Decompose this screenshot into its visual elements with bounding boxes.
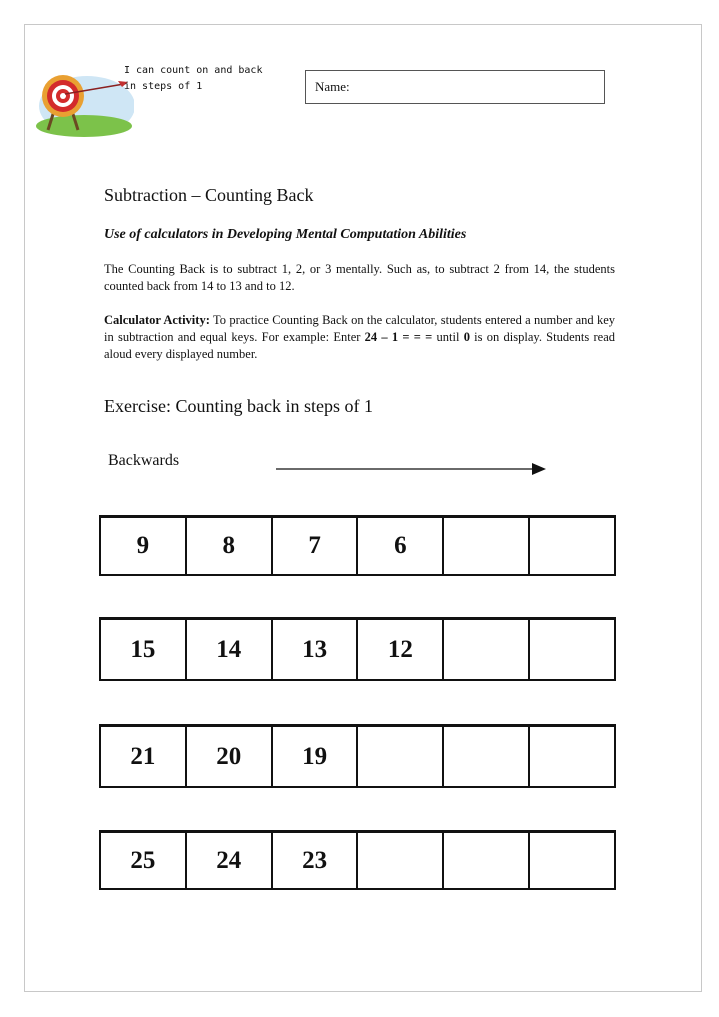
activity-paragraph bbox=[104, 312, 615, 363]
number-cell: 23 bbox=[272, 832, 358, 890]
number-cell: 12 bbox=[357, 619, 443, 681]
number-cell: 20 bbox=[186, 726, 272, 788]
counting-row-3 bbox=[99, 724, 616, 788]
activity-keys: 24 – 1 = = = bbox=[364, 330, 433, 344]
activity-text-1: To practice Counting Back on the calculator, students entered a number and key in subtraction and equal keys. For example: Enter bbox=[104, 313, 616, 344]
activity-text-2: until bbox=[432, 330, 464, 344]
page-subtitle: Use of calculators in Developing Mental Computation Abilities bbox=[104, 227, 467, 242]
activity-end-value: 0 bbox=[463, 330, 470, 344]
counting-row-1 bbox=[99, 515, 616, 576]
answer-cell[interactable] bbox=[443, 726, 529, 788]
answer-cell[interactable] bbox=[529, 726, 615, 788]
activity-label: Calculator Activity: bbox=[104, 313, 210, 327]
learning-objective: I can count on and back in steps of 1 bbox=[124, 65, 263, 92]
answer-cell[interactable] bbox=[357, 832, 443, 890]
direction-arrow-icon bbox=[276, 461, 548, 477]
number-cell: 19 bbox=[272, 726, 358, 788]
number-cell: 15 bbox=[100, 619, 186, 681]
answer-cell[interactable] bbox=[529, 619, 615, 681]
number-cell: 9 bbox=[100, 517, 186, 576]
answer-cell[interactable] bbox=[357, 726, 443, 788]
answer-cell[interactable] bbox=[529, 832, 615, 890]
number-cell: 7 bbox=[272, 517, 358, 576]
activity-text-3: is on display. Students read aloud every displayed number. bbox=[104, 330, 616, 361]
name-field[interactable] bbox=[305, 70, 605, 104]
number-cell: 21 bbox=[100, 726, 186, 788]
exercise-title: Exercise: Counting back in steps of 1 bbox=[104, 396, 373, 416]
intro-paragraph: The Counting Back is to subtract 1, 2, or 3 mentally. Such as, to subtract 2 from 14, the students counted back from 14 to 13 and to 12. bbox=[104, 262, 615, 293]
counting-row-2 bbox=[99, 617, 616, 681]
answer-cell[interactable] bbox=[443, 832, 529, 890]
page-title: Subtraction – Counting Back bbox=[104, 185, 314, 205]
number-cell: 6 bbox=[357, 517, 443, 576]
direction-label: Backwards bbox=[108, 452, 180, 469]
counting-row-4 bbox=[99, 830, 616, 890]
answer-cell[interactable] bbox=[443, 619, 529, 681]
answer-cell[interactable] bbox=[443, 517, 529, 576]
number-cell: 13 bbox=[272, 619, 358, 681]
number-cell: 25 bbox=[100, 832, 186, 890]
number-cell: 8 bbox=[186, 517, 272, 576]
number-cell: 14 bbox=[186, 619, 272, 681]
archery-target-icon bbox=[32, 66, 134, 138]
number-cell: 24 bbox=[186, 832, 272, 890]
name-label: Name: bbox=[315, 79, 350, 94]
answer-cell[interactable] bbox=[529, 517, 615, 576]
